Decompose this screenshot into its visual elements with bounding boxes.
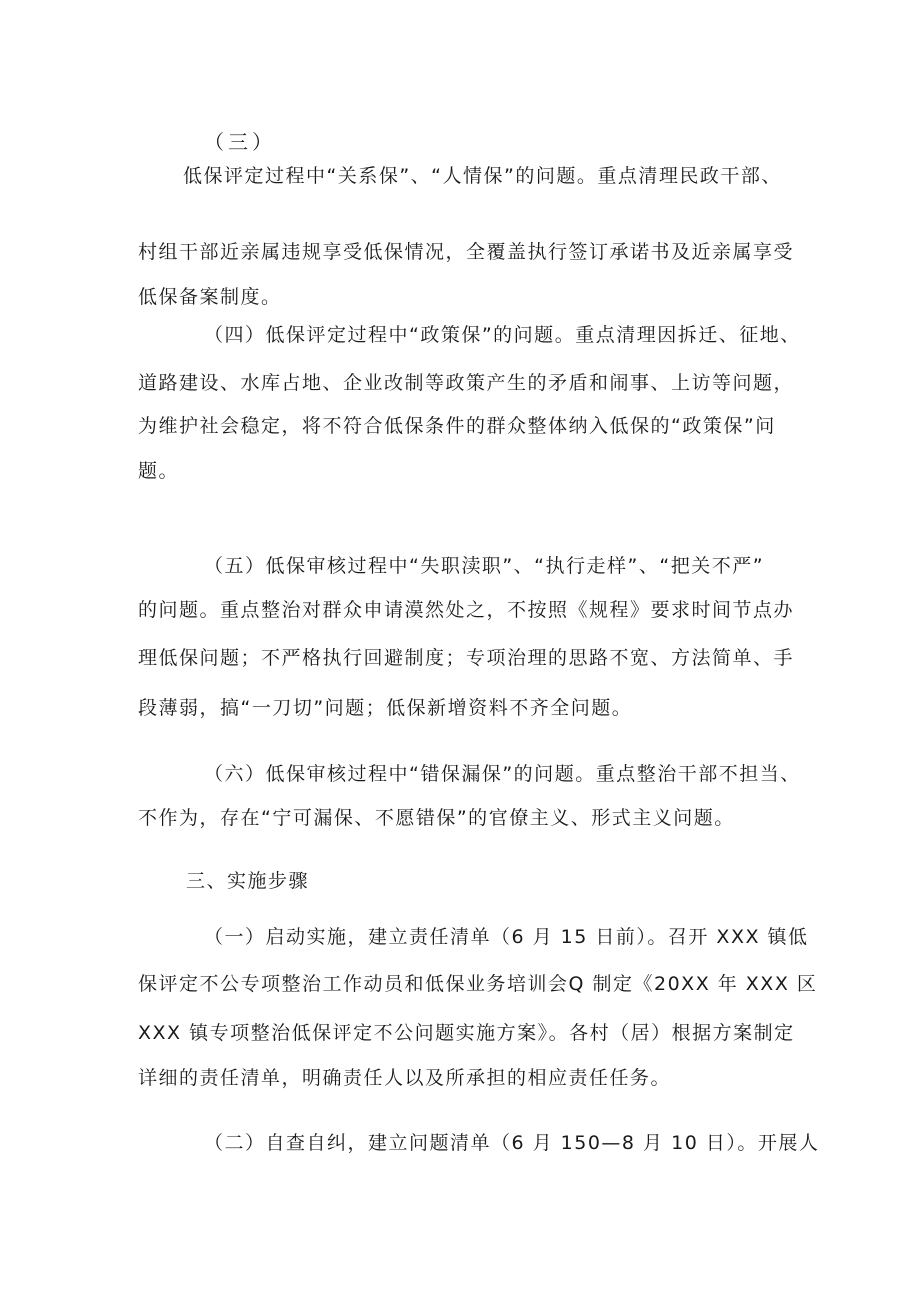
paragraph-line: 低保评定过程中“关系保”、“人情保”的问题。重点清理民政干部、 — [183, 165, 782, 187]
paragraph-line: （四）低保评定过程中“政策保”的问题。重点清理因拆迁、征地、 — [204, 324, 801, 346]
paragraph-line: XXX 镇专项整治低保评定不公问题实施方案》。各村（居）根据方案制定 — [138, 1022, 795, 1044]
paragraph-line: 保评定不公专项整治工作动员和低保业务培训会Q 制定《20XX 年 XXX 区 — [138, 973, 818, 995]
section-heading-three: （三） — [204, 130, 276, 154]
section-heading-implementation-steps: 三、实施步骤 — [186, 870, 310, 892]
paragraph-line: （六）低保审核过程中“错保漏保”的问题。重点整治干部不担当、 — [204, 763, 801, 785]
paragraph-line: 为维护社会稳定，将不符合低保条件的群众整体纳入低保的“政策保”问 — [138, 415, 776, 437]
paragraph-line: 段薄弱，搞“一刀切”问题；低保新增资料不齐全问题。 — [138, 697, 633, 719]
paragraph-line: （二）自查自纠，建立问题清单（6 月 150—8 月 10 日）。开展人 — [204, 1132, 820, 1154]
paragraph-line: （一）启动实施，建立责任清单（6 月 15 日前）。召开 XXX 镇低 — [204, 926, 809, 948]
paragraph-line: 理低保问题；不严格执行回避制度；专项治理的思路不宽、方法简单、手 — [138, 647, 795, 669]
paragraph-line: 的问题。重点整治对群众申请漠然处之，不按照《规程》要求时间节点办 — [138, 599, 795, 621]
paragraph-line: 道路建设、水库占地、企业改制等政策产生的矛盾和闹事、上访等问题， — [138, 372, 795, 394]
paragraph-line: （五）低保审核过程中“失职渎职”、“执行走样”、“把关不严” — [204, 555, 765, 577]
paragraph-line: 村组干部近亲属违规享受低保情况，全覆盖执行签订承诺书及近亲属享受 — [138, 241, 795, 263]
paragraph-line: 详细的责任清单，明确责任人以及所承担的相应责任任务。 — [138, 1067, 672, 1089]
paragraph-line: 不作为，存在“宁可漏保、不愿错保”的官僚主义、形式主义问题。 — [138, 807, 735, 829]
paragraph-line: 低保备案制度。 — [138, 286, 282, 308]
paragraph-line: 题。 — [138, 460, 180, 482]
